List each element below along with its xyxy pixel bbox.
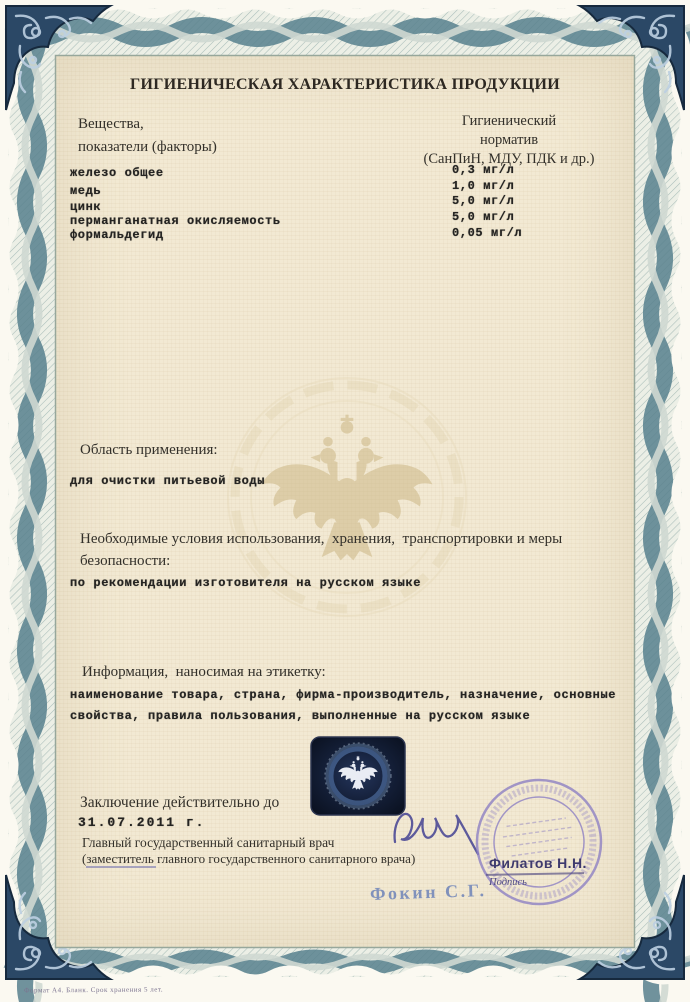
substance-name: перманганатная окисляемость (70, 214, 281, 228)
signature-caption: Подпись (489, 877, 527, 888)
substance-name: медь (70, 184, 102, 198)
norm-header-line2: норматив (479, 132, 539, 148)
substance-name: формальдегид (70, 228, 164, 242)
label-info-value-line2: свойства, правила пользования, выполненные на русском языке (70, 709, 531, 723)
conditions-label-line1: Необходимые условия использования, хранения, транспортировки и меры (80, 531, 563, 547)
substance-name: цинк (70, 200, 102, 214)
label-info-value-line1: наименование товара, страна, фирма-производитель, назначение, основные (70, 688, 617, 702)
approver-stamp-name: Фокин С.Г. (369, 879, 487, 905)
substance-name: железо общее (70, 166, 164, 180)
substances-header-line1: Вещества, (78, 116, 144, 132)
official-title-line1: Главный государственный санитарный врач (82, 835, 335, 850)
norm-value: 5,0 мг/л (452, 194, 515, 208)
application-label: Область применения: (80, 442, 218, 458)
validity-label: Заключение действительно до (80, 794, 280, 811)
stamp-name: Филатов Н.Н. (489, 855, 587, 871)
validity-date: 31.07.2011 г. (78, 815, 206, 830)
conditions-value: по рекомендации изготовителя на русском языке (70, 576, 422, 590)
application-value: для очистки питьевой воды (70, 474, 266, 488)
page-title: ГИГИЕНИЧЕСКАЯ ХАРАКТЕРИСТИКА ПРОДУКЦИИ (130, 76, 560, 93)
norm-value: 0,05 мг/л (452, 226, 523, 240)
substances-header-line2: показатели (факторы) (78, 139, 217, 155)
norm-header-line3: (СанПиН, МДУ, ПДК и др.) (423, 151, 595, 167)
pen-underline-mark (86, 866, 156, 868)
norm-value: 1,0 мг/л (452, 179, 515, 193)
footer-note: Формат А4. Бланк. Срок хранения 5 лет. (23, 985, 164, 995)
norm-header-line1: Гигиенический (461, 113, 557, 129)
label-info-label: Информация, наносимая на этикетку: (82, 664, 326, 680)
conditions-label-line2: безопасности: (80, 553, 171, 569)
norm-value: 0,3 мг/л (452, 163, 515, 177)
norm-value: 5,0 мг/л (452, 210, 515, 224)
official-title-line2: (заместитель главного государственного санитарного врача) (82, 851, 416, 866)
